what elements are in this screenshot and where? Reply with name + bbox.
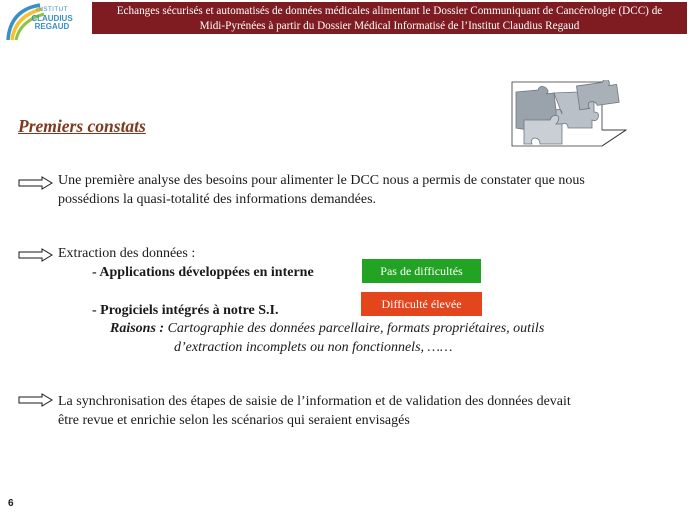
point-3-line-1: La synchronisation des étapes de saisie de l’information et de validation des données devait [58,394,571,409]
puzzle-image [510,80,628,148]
apps-label: - Applications développées en interne [92,265,314,280]
point-1-line-1: Une première analyse des besoins pour alimenter le DCC nous a permis de constater que nous [58,173,585,188]
point-3 [58,392,678,430]
point-1-line-2: possédions la quasi-totalité des informations demandées. [58,192,377,207]
banner-line-2: Midi-Pyrénées à partir du Dossier Médical Informatisé de l’Institut Claudius Regaud [199,20,580,32]
progiciels-label: - Progiciels intégrés à notre S.I. [92,303,279,318]
institut-logo [4,2,78,42]
hollow-arrow-icon [18,248,54,262]
status-badge-no-difficulty: Pas de difficultés [362,259,481,283]
header-banner [92,2,687,34]
reasons-block [110,319,544,338]
reasons-label: Raisons : [110,321,165,336]
logo-text-institut: INSTITUT [36,6,68,13]
page-title: Premiers constats [18,116,146,136]
banner-line-1: Echanges sécurisés et automatisés de données médicales alimentant le Dossier Communiquant de Cancérologie (DCC) de [116,5,663,17]
point-1 [58,171,678,209]
reasons-line-2: d’extraction incomplets ou non fonctionnels, …… [174,340,453,355]
page-number: 6 [8,498,14,509]
hollow-arrow-icon [18,393,54,407]
status-badge-high-difficulty: Difficulté élevée [361,292,482,316]
logo-text-claudius: CLAUDIUS [31,13,73,23]
point-3-line-2: être revue et enrichie selon les scénarios qui seraient envisagés [58,413,410,428]
reasons-line-1: Cartographie des données parcellaire, formats propriétaires, outils [167,321,545,336]
logo-text-regaud: REGAUD [34,22,70,31]
point-2-heading: Extraction des données : [58,246,196,261]
hollow-arrow-icon [18,176,54,190]
